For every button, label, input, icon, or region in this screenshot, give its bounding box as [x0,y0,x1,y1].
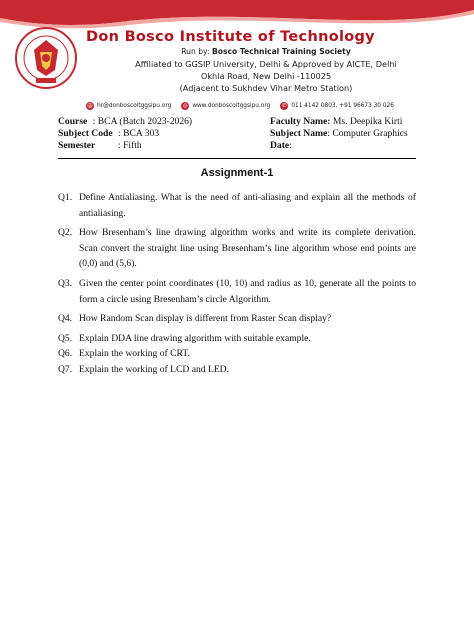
question-text: How Random Scan display is different from Raster Scan display? [79,313,332,325]
semester-value: : Fifth [118,140,142,151]
question-number: Q2. [58,227,73,239]
contact-line [86,102,446,110]
email-icon: @ [87,103,93,109]
question-text: Explain the working of CRT. [79,348,190,360]
question-number: Q1. [58,192,73,203]
subject-code-value: : BCA 303 [118,128,160,139]
question-item [58,331,416,347]
question-item [58,225,416,272]
question-item [58,346,416,362]
date-label: Date [270,140,290,151]
landmark-line: (Adjacent to Sukhdev Vihar Metro Station) [179,83,353,93]
question-item [58,362,416,378]
course-label: Course [58,116,88,127]
website-text[interactable]: www.donboscoitggsipu.org [192,103,271,109]
question-text: Define Antialiasing. What is the need of anti-aliasing and explain all the methods of antialiasing. [79,192,416,219]
question-text: How Bresenham’s line drawing algorithm works and write its complete derivation. Scan convert the straight line using Bresenham’s line algorithm whose end points are (0,0) and (5,6). [79,227,416,270]
institute-name: Don Bosco Institute of Technology [86,29,375,45]
question-text: Explain DDA line drawing algorithm with suitable example. [79,332,311,344]
faculty-line [270,116,402,127]
question-number: Q6. [58,348,73,360]
affiliation-line: Affiliated to GGSIP University, Delhi & Approved by AICTE, Delhi [135,59,397,69]
phone-icon: ✆ [282,103,287,109]
question-number: Q7. [58,363,73,375]
question-text: Explain the working of LCD and LED. [79,363,230,375]
divider-rule [58,158,416,159]
run-by-prefix: Run by: [181,47,212,56]
question-number: Q3. [58,277,73,289]
course-value: : BCA (Batch 2023-2026) [92,116,193,127]
question-number: Q5. [58,332,73,344]
faculty-value: Ms. Deepika Kirti [330,116,403,127]
question-list [58,190,416,378]
date-line [270,140,292,151]
run-by-society: Bosco Technical Training Society [211,47,351,56]
address-line: Okhla Road, New Delhi -110025 [200,71,332,81]
subject-name-label: Subject Name [270,128,328,139]
subject-code-line [58,128,159,139]
subject-code-label: Subject Code [58,128,113,139]
semester-line [58,140,142,151]
phone-text: 011 4142 0803, +91 96673 30 026 [291,103,394,109]
question-item [58,276,416,307]
question-item [58,311,416,327]
globe-icon: ◎ [182,103,188,109]
question-number: Q4. [58,313,73,325]
assignment-title: Assignment-1 [200,167,274,179]
semester-label: Semester [58,140,96,151]
date-value: : [289,140,292,151]
subject-name-value: : Computer Graphics [327,128,408,139]
faculty-label: Faculty Name: [270,116,331,127]
course-line [58,116,192,127]
question-item [58,190,416,221]
subject-name-line [270,128,408,139]
institute-logo-icon [14,26,78,90]
question-text: Given the center point coordinates (10, 10) and radius as 10, generate all the points to form a circle using Bresenham’s circle Algorithm. [79,277,416,305]
run-by-line [86,47,446,56]
email-text[interactable]: hr@donboscoitggsipu.org [97,103,172,109]
